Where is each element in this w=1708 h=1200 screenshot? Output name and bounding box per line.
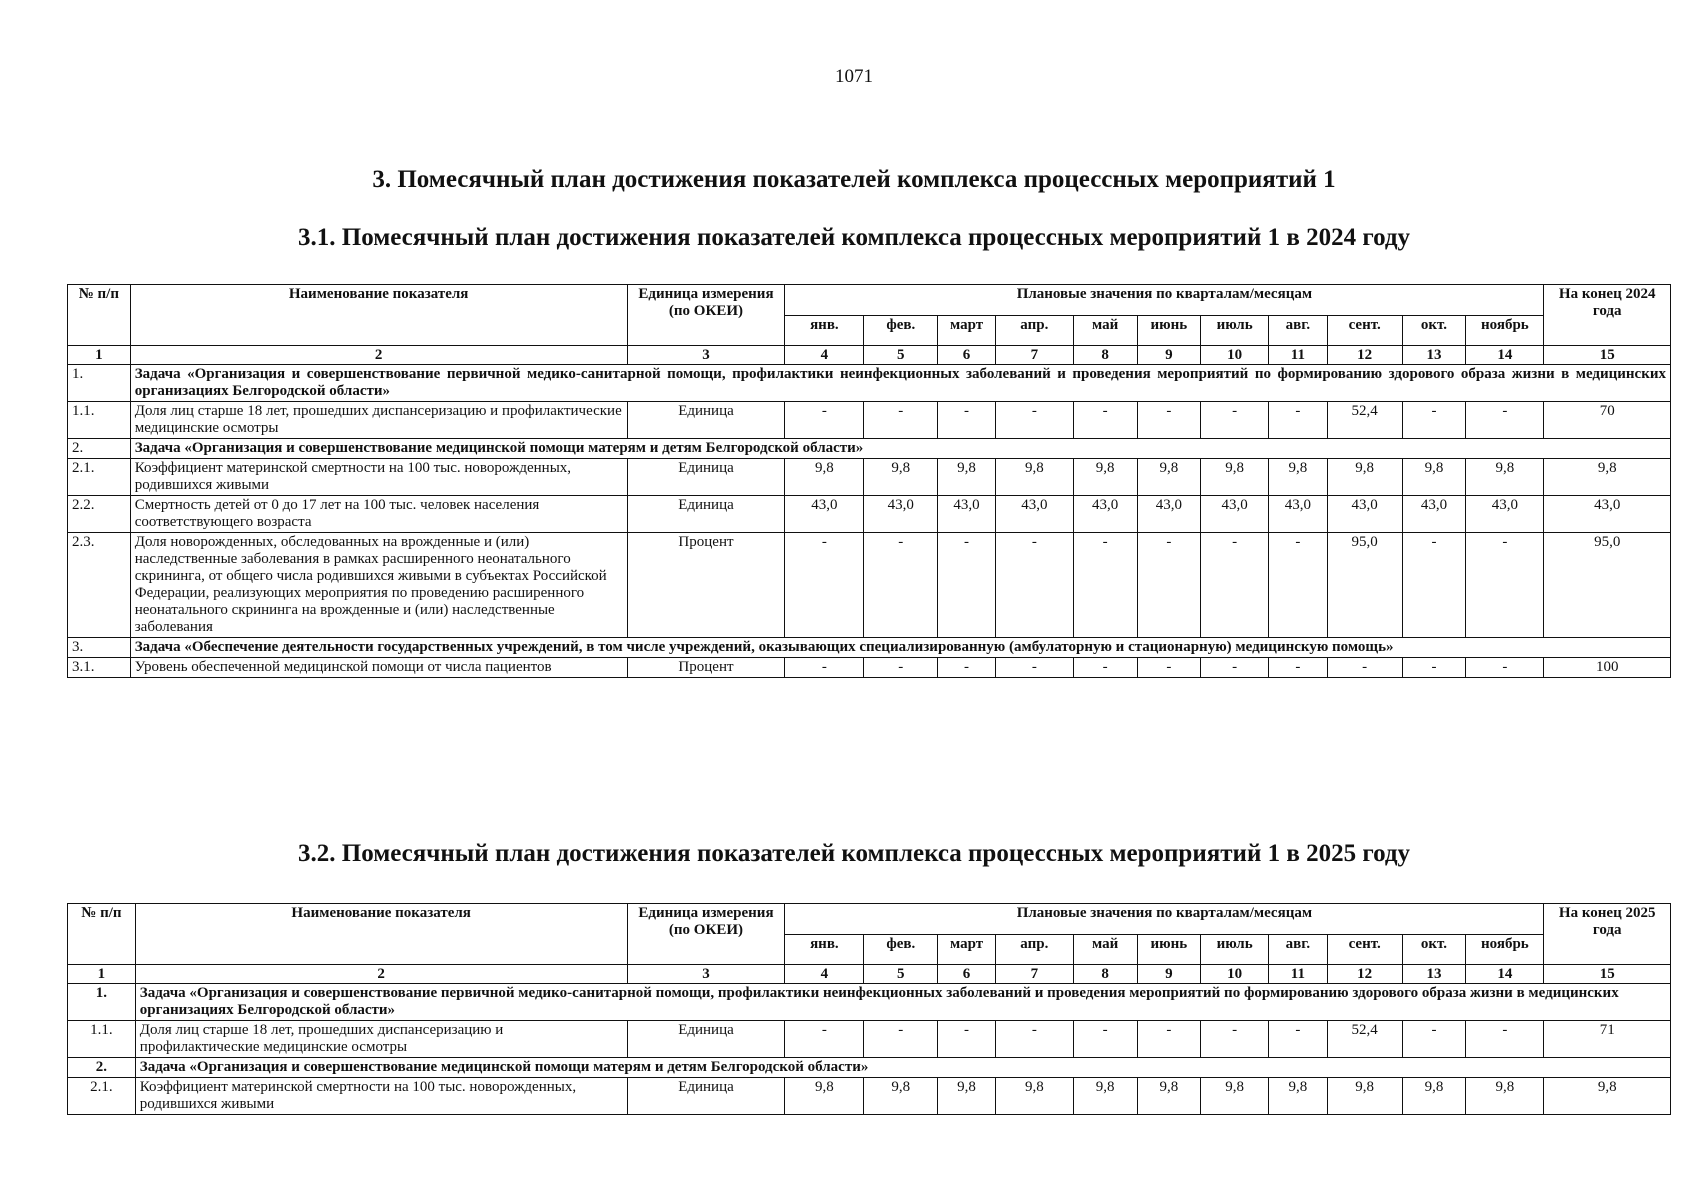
header-name: Наименование показателя (135, 904, 627, 965)
month-value: - (1201, 533, 1269, 638)
task-row (68, 1058, 1671, 1078)
indicator-name: Доля новорожденных, обследованных на врожденные и (или) наследственные заболевания в рамках расширенного неонатального скрининга, от общего числа родившихся живыми в субъектах Российской Федерации, реализующих мероприятия по проведению расширенного неонатального скрининга на врожденные и (или) наследственные заболевания (130, 533, 627, 638)
task-number: 2. (68, 439, 131, 459)
col-number: 5 (864, 346, 938, 365)
header-row (68, 904, 1671, 935)
final-value: 70 (1544, 402, 1671, 439)
indicator-unit: Процент (627, 533, 785, 638)
task-text: Задача «Обеспечение деятельности государственных учреждений, в том числе учреждений, оказывающих специализированную (амбулаторную и стационарную) медицинскую помощь» (130, 638, 1670, 658)
month-value: - (785, 658, 864, 678)
month-value: 9,8 (1137, 1078, 1201, 1115)
indicator-name: Смертность детей от 0 до 17 лет на 100 тыс. человек населения соответствующего возраста (130, 496, 627, 533)
section-2025-title: 3.2. Помесячный план достижения показателей комплекса процессных мероприятий 1 в 2025 году (298, 840, 1410, 867)
col-number: 3 (627, 965, 785, 984)
indicator-number: 2.3. (68, 533, 131, 638)
task-row (68, 984, 1671, 1021)
task-text: Задача «Организация и совершенствование медицинской помощи матерям и детям Белгородской области» (130, 439, 1670, 459)
month-value: 95,0 (1327, 533, 1402, 638)
header-num: № п/п (68, 285, 131, 346)
indicator-row (68, 1078, 1671, 1115)
month-header: окт. (1402, 315, 1466, 346)
task-row (68, 439, 1671, 459)
col-number: 12 (1327, 346, 1402, 365)
month-header: апр. (995, 315, 1073, 346)
month-value: 9,8 (938, 1078, 996, 1115)
task-row (68, 365, 1671, 402)
indicator-unit: Единица (627, 402, 785, 439)
month-header: сент. (1327, 315, 1402, 346)
indicator-number: 1.1. (68, 402, 131, 439)
col-number: 6 (938, 965, 996, 984)
indicator-name: Доля лиц старше 18 лет, прошедших диспансеризацию и профилактические медицинские осмотры (135, 1021, 627, 1058)
header-plan: Плановые значения по кварталам/месяцам (785, 285, 1544, 316)
month-value: 9,8 (995, 1078, 1073, 1115)
indicator-number: 2.2. (68, 496, 131, 533)
plan-table-2024 (67, 284, 1671, 678)
plan-table-2025 (67, 903, 1671, 1115)
month-value: - (1073, 658, 1137, 678)
month-header: май (1073, 934, 1137, 965)
month-value: - (1073, 402, 1137, 439)
col-number: 8 (1073, 965, 1137, 984)
task-text: Задача «Организация и совершенствование первичной медико-санитарной помощи, профилактики неинфекционных заболеваний и проведения мероприятий по формированию здорового образа жизни в медицинских организациях Белгородской области» (130, 365, 1670, 402)
month-value: 43,0 (1402, 496, 1466, 533)
col-number: 12 (1327, 965, 1402, 984)
col-number: 4 (785, 346, 864, 365)
indicator-name: Коэффициент материнской смертности на 100 тыс. новорожденных, родившихся живыми (130, 459, 627, 496)
month-header: июль (1201, 315, 1269, 346)
indicator-unit: Процент (627, 658, 785, 678)
month-value: - (1466, 1021, 1544, 1058)
col-number: 6 (938, 346, 996, 365)
col-number: 10 (1201, 965, 1269, 984)
indicator-row (68, 1021, 1671, 1058)
indicator-name: Уровень обеспеченной медицинской помощи от числа пациентов (130, 658, 627, 678)
col-number: 14 (1466, 965, 1544, 984)
col-number: 13 (1402, 346, 1466, 365)
final-value: 9,8 (1544, 459, 1671, 496)
month-value: - (785, 402, 864, 439)
month-value: - (995, 533, 1073, 638)
month-value: 43,0 (938, 496, 996, 533)
month-value: - (1269, 533, 1328, 638)
month-value: - (864, 658, 938, 678)
column-numbers-row (68, 346, 1671, 365)
month-header: фев. (864, 934, 938, 965)
indicator-number: 2.1. (68, 459, 131, 496)
col-number: 11 (1269, 346, 1328, 365)
column-numbers-row (68, 965, 1671, 984)
indicator-number: 3.1. (68, 658, 131, 678)
indicator-row (68, 496, 1671, 533)
indicator-row (68, 533, 1671, 638)
month-header: март (938, 934, 996, 965)
month-header: июнь (1137, 315, 1201, 346)
col-number: 9 (1137, 965, 1201, 984)
month-value: 9,8 (1466, 459, 1544, 496)
col-number: 15 (1544, 346, 1671, 365)
month-value: 9,8 (1073, 1078, 1137, 1115)
col-number: 14 (1466, 346, 1544, 365)
month-value: - (1137, 402, 1201, 439)
task-number: 2. (68, 1058, 136, 1078)
indicator-row (68, 658, 1671, 678)
month-value: - (864, 402, 938, 439)
col-number: 11 (1269, 965, 1328, 984)
col-number: 15 (1544, 965, 1671, 984)
month-value: 9,8 (864, 1078, 938, 1115)
col-number: 7 (995, 965, 1073, 984)
month-value: - (1137, 658, 1201, 678)
indicator-unit: Единица (627, 1078, 785, 1115)
col-number: 4 (785, 965, 864, 984)
month-value: - (938, 533, 996, 638)
header-unit: Единица измерения (по ОКЕИ) (627, 904, 785, 965)
col-number: 1 (68, 346, 131, 365)
month-value: 52,4 (1327, 402, 1402, 439)
task-row (68, 638, 1671, 658)
month-value: - (1201, 658, 1269, 678)
month-header: март (938, 315, 996, 346)
month-header: авг. (1269, 934, 1328, 965)
month-header: июль (1201, 934, 1269, 965)
month-value: 9,8 (1073, 459, 1137, 496)
indicator-name: Доля лиц старше 18 лет, прошедших диспансеризацию и профилактические медицинские осмотры (130, 402, 627, 439)
month-value: - (1269, 658, 1328, 678)
indicator-number: 2.1. (68, 1078, 136, 1115)
task-number: 1. (68, 984, 136, 1021)
final-value: 95,0 (1544, 533, 1671, 638)
month-value: 9,8 (864, 459, 938, 496)
month-value: 9,8 (995, 459, 1073, 496)
page-number: 1071 (835, 66, 873, 87)
month-value: - (1201, 402, 1269, 439)
month-value: 43,0 (1137, 496, 1201, 533)
month-value: - (864, 533, 938, 638)
month-value: 9,8 (1327, 459, 1402, 496)
month-header: ноябрь (1466, 315, 1544, 346)
task-number: 1. (68, 365, 131, 402)
month-header: фев. (864, 315, 938, 346)
month-value: - (1402, 533, 1466, 638)
month-value: 43,0 (1466, 496, 1544, 533)
col-number: 9 (1137, 346, 1201, 365)
month-value: - (938, 1021, 996, 1058)
month-value: - (1402, 402, 1466, 439)
month-value: - (1201, 1021, 1269, 1058)
month-value: - (1466, 658, 1544, 678)
month-value: 9,8 (1137, 459, 1201, 496)
month-value: 43,0 (1327, 496, 1402, 533)
col-number: 8 (1073, 346, 1137, 365)
month-header: янв. (785, 934, 864, 965)
header-unit: Единица измерения (по ОКЕИ) (627, 285, 785, 346)
month-value: - (938, 658, 996, 678)
main-heading: 3. Помесячный план достижения показателей комплекса процессных мероприятий 1 (372, 166, 1336, 193)
indicator-unit: Единица (627, 459, 785, 496)
month-value: 9,8 (785, 1078, 864, 1115)
month-value: 43,0 (864, 496, 938, 533)
month-header: окт. (1402, 934, 1466, 965)
task-number: 3. (68, 638, 131, 658)
month-value: - (1327, 658, 1402, 678)
month-value: - (785, 1021, 864, 1058)
month-value: 9,8 (1269, 1078, 1328, 1115)
month-header: ноябрь (1466, 934, 1544, 965)
month-value: - (1073, 533, 1137, 638)
final-value: 100 (1544, 658, 1671, 678)
col-number: 1 (68, 965, 136, 984)
header-plan: Плановые значения по кварталам/месяцам (785, 904, 1544, 935)
task-text: Задача «Организация и совершенствование медицинской помощи матерям и детям Белгородской области» (135, 1058, 1670, 1078)
month-value: 9,8 (1402, 1078, 1466, 1115)
indicator-row (68, 459, 1671, 496)
header-num: № п/п (68, 904, 136, 965)
month-value: 43,0 (1201, 496, 1269, 533)
month-value: - (1137, 533, 1201, 638)
final-value: 43,0 (1544, 496, 1671, 533)
month-value: - (995, 1021, 1073, 1058)
month-header: июнь (1137, 934, 1201, 965)
col-number: 13 (1402, 965, 1466, 984)
month-value: - (1269, 1021, 1328, 1058)
month-value: 9,8 (785, 459, 864, 496)
month-value: 9,8 (1402, 459, 1466, 496)
month-value: 43,0 (1073, 496, 1137, 533)
col-number: 5 (864, 965, 938, 984)
month-header: апр. (995, 934, 1073, 965)
month-value: - (785, 533, 864, 638)
month-value: - (1073, 1021, 1137, 1058)
indicator-number: 1.1. (68, 1021, 136, 1058)
indicator-unit: Единица (627, 496, 785, 533)
section-2024-title: 3.1. Помесячный план достижения показателей комплекса процессных мероприятий 1 в 2024 году (298, 224, 1410, 251)
month-value: - (995, 402, 1073, 439)
header-final: На конец 2024 года (1544, 285, 1671, 346)
indicator-name: Коэффициент материнской смертности на 100 тыс. новорожденных, родившихся живыми (135, 1078, 627, 1115)
month-value: - (995, 658, 1073, 678)
month-value: - (1466, 402, 1544, 439)
month-value: - (1269, 402, 1328, 439)
month-value: - (864, 1021, 938, 1058)
month-header: май (1073, 315, 1137, 346)
header-name: Наименование показателя (130, 285, 627, 346)
month-value: - (1402, 1021, 1466, 1058)
month-value: 9,8 (1201, 459, 1269, 496)
header-final: На конец 2025 года (1544, 904, 1671, 965)
month-header: янв. (785, 315, 864, 346)
month-value: - (1466, 533, 1544, 638)
final-value: 71 (1544, 1021, 1671, 1058)
month-value: 43,0 (1269, 496, 1328, 533)
month-value: 9,8 (1201, 1078, 1269, 1115)
final-value: 9,8 (1544, 1078, 1671, 1115)
month-value: 43,0 (785, 496, 864, 533)
indicator-row (68, 402, 1671, 439)
month-value: - (1402, 658, 1466, 678)
header-row (68, 285, 1671, 316)
col-number: 2 (130, 346, 627, 365)
month-value: 9,8 (1466, 1078, 1544, 1115)
month-value: - (1137, 1021, 1201, 1058)
month-value: - (938, 402, 996, 439)
indicator-unit: Единица (627, 1021, 785, 1058)
month-header: сент. (1327, 934, 1402, 965)
month-value: 43,0 (995, 496, 1073, 533)
col-number: 3 (627, 346, 785, 365)
col-number: 10 (1201, 346, 1269, 365)
month-value: 9,8 (1327, 1078, 1402, 1115)
col-number: 7 (995, 346, 1073, 365)
month-value: 52,4 (1327, 1021, 1402, 1058)
month-value: 9,8 (938, 459, 996, 496)
month-value: 9,8 (1269, 459, 1328, 496)
month-header: авг. (1269, 315, 1328, 346)
col-number: 2 (135, 965, 627, 984)
task-text: Задача «Организация и совершенствование первичной медико-санитарной помощи, профилактики неинфекционных заболеваний и проведения мероприятий по формированию здорового образа жизни в медицинских организациях Белгородской области» (135, 984, 1670, 1021)
